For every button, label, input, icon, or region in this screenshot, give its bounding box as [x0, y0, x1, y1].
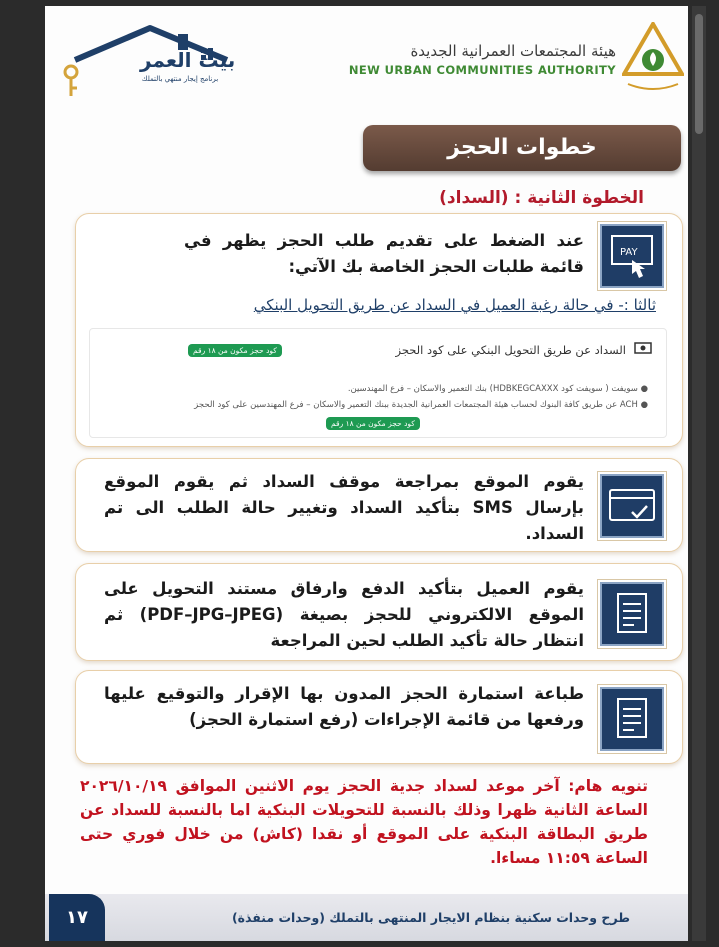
- footer-text: طرح وحدات سكنية بنظام الايجار المنتهى بالتملك (وحدات منفذة): [231, 910, 630, 925]
- document-icon: [600, 582, 664, 646]
- scrollbar[interactable]: [692, 6, 706, 941]
- pay-icon: [600, 224, 664, 288]
- step-card-4-text: طباعة استمارة الحجز المدون بها الإقرار والتوقيع عليها ورفعها من قائمة الإجراءات (رفع استمارة الحجز): [104, 684, 584, 729]
- ach-bullet: ● ACH عن طريق كافة البنوك لحساب هيئة المجتمعات العمرانية الجديدة ببنك التعمير والاسكان – فرع المهندسين على كود الحجز: [194, 400, 648, 410]
- step-card-3-text: يقوم العميل بتأكيد الدفع وارفاق مستند التحويل على الموقع الالكتروني للحجز بصيغة (PDF–JPG–JPEG) ثم انتظار حالة تأكيد الطلب لحين المراجعة: [104, 579, 585, 650]
- section-title: خطوات الحجز: [363, 125, 681, 171]
- print-form-icon: [600, 687, 664, 751]
- bank-transfer-title: السداد عن طريق التحويل البنكي على كود الحجز: [395, 343, 626, 357]
- bank-transfer-option: ثالثا :- في حالة رغبة العميل في السداد عن طريق التحويل البنكي: [253, 296, 656, 314]
- cash-icon: [634, 341, 652, 355]
- document-page: [45, 6, 688, 941]
- svg-text:PAY: PAY: [620, 247, 638, 258]
- step-card-3: [75, 563, 683, 661]
- brand-name: بيت العمر: [140, 48, 236, 72]
- booking-code-badge: كود حجز مكون من ١٨ رقم: [188, 344, 282, 357]
- swift-bullet-text: سويفت ( سويفت كود HDBKEGCAXXX) بنك التعمير والاسكان – فرع المهندسين.: [347, 384, 638, 394]
- authority-name-en: NEW URBAN COMMUNITIES AUTHORITY: [348, 63, 616, 77]
- important-notice: تنويه هام: آخر موعد لسداد جدية الحجز يوم الاثنين الموافق ٢٠٢٦/١٠/١٩ الساعة الثانية ظهرا وذلك بالنسبة للتحويلات البنكية اما بالنسبة للسداد عن طريق البطاقة البنكية على الموقع أو نقدا (كاش) من خلال فوري حتى الساعة ١١:٥٩ مساءا.: [80, 777, 648, 867]
- ach-bullet-text: ACH عن طريق كافة البنوك لحساب هيئة المجتمعات العمرانية الجديدة ببنك التعمير والاسكان – فرع المهندسين على كود الحجز: [194, 400, 638, 410]
- authority-emblem-icon: [622, 22, 684, 94]
- step-card-2-text: يقوم الموقع بمراجعة موقف السداد ثم يقوم الموقع بإرسال SMS بتأكيد السداد وتغيير حالة الطلب الى تم السداد.: [104, 472, 584, 543]
- step-card-1-text: عند الضغط على تقديم طلب الحجز يظهر في قائمة طلبات الحجز الخاصة بك الآتي:: [184, 231, 584, 276]
- brand-tagline: برنامج إيجار منتهي بالتملك: [141, 75, 219, 83]
- step-card-4: [75, 670, 683, 764]
- page-number: ١٧: [49, 894, 105, 941]
- booking-code-badge-2: كود حجز مكون من ١٨ رقم: [326, 417, 420, 430]
- bank-transfer-box: [89, 328, 667, 438]
- payment-card-icon: [600, 474, 664, 538]
- step-card-2: [75, 458, 683, 552]
- step-title: الخطوة الثانية : (السداد): [439, 188, 644, 208]
- authority-name: [349, 42, 616, 77]
- scrollbar-thumb[interactable]: [695, 14, 703, 134]
- authority-name-ar: هيئة المجتمعات العمرانية الجديدة: [410, 42, 616, 60]
- swift-bullet: ● سويفت ( سويفت كود HDBKEGCAXXX) بنك التعمير والاسكان – فرع المهندسين.: [347, 384, 648, 394]
